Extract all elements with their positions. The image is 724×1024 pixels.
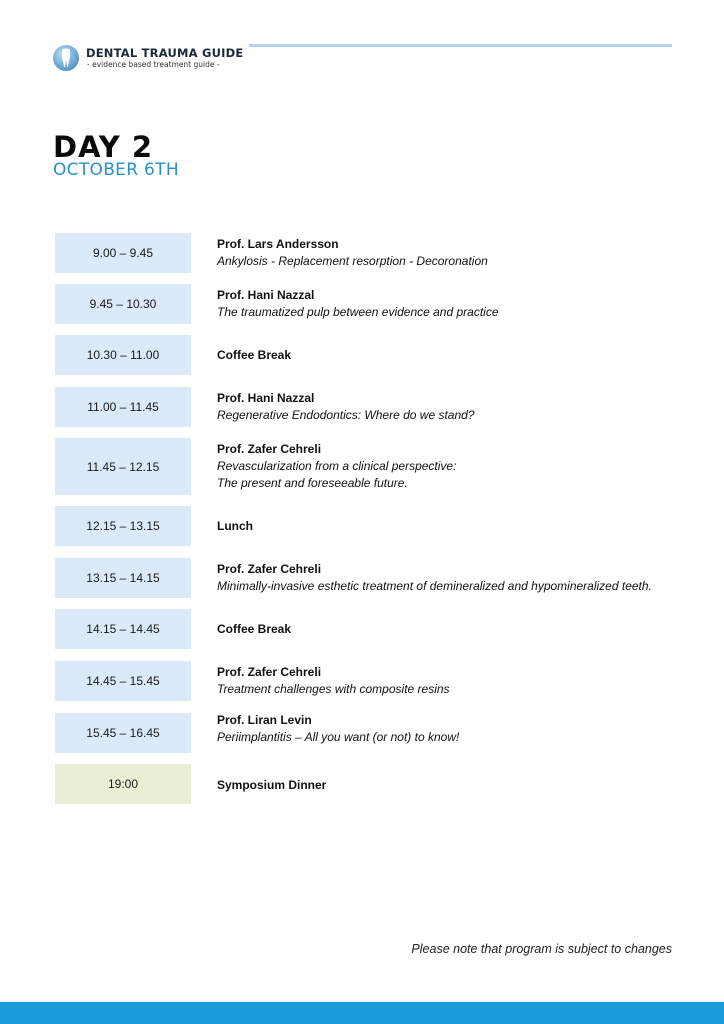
session-details [217,664,697,698]
schedule-row [55,387,695,427]
time-slot: 19:00 [55,764,191,804]
session-title: Revascularization from a clinical perspective: [217,459,457,473]
footer-bar [0,1002,724,1024]
session-details [217,441,697,492]
session-title: The traumatized pulp between evidence and practice [217,305,499,319]
session-details [217,506,697,546]
time-slot: 14.45 – 15.45 [55,661,191,701]
session-details [217,335,697,375]
schedule-row [55,233,695,273]
session-speaker: Prof. Liran Levin [217,713,312,727]
schedule-row [55,558,695,598]
session-speaker: Prof. Hani Nazzal [217,391,315,405]
program-change-note: Please note that program is subject to changes [411,942,672,956]
session-speaker: Prof. Zafer Cehreli [217,442,322,456]
session-details [217,777,697,794]
schedule-row [55,609,695,649]
schedule-row [55,764,695,804]
time-slot: 11.00 – 11.45 [55,387,191,427]
brand-title: DENTAL TRAUMA GUIDE [86,45,244,60]
time-slot: 12.15 – 13.15 [55,506,191,546]
session-details [217,287,697,321]
session-speaker: Prof. Zafer Cehreli [217,665,322,679]
day-title: DAY 2 [53,130,154,164]
time-slot: 15.45 – 16.45 [55,713,191,753]
schedule-row [55,284,695,324]
day-date: OCTOBER 6TH [53,160,179,180]
time-slot: 9.45 – 10.30 [55,284,191,324]
brand-header [52,42,243,74]
header-divider [249,44,672,47]
schedule-row [55,438,695,495]
session-title: Regenerative Endodontics: Where do we stand? [217,408,475,422]
time-slot: 11.45 – 12.15 [55,438,191,495]
session-dinner-label: Symposium Dinner [217,778,327,792]
time-slot: 9.00 – 9.45 [55,233,191,273]
session-details [217,712,697,746]
session-speaker: Prof. Hani Nazzal [217,288,315,302]
session-title: Minimally-invasive esthetic treatment of demineralized and hypomineralized teeth. [217,579,652,593]
schedule-row [55,335,695,375]
tooth-globe-icon [52,44,80,72]
session-details [217,236,697,270]
schedule-row [55,713,695,753]
session-break-label: Coffee Break [217,347,292,362]
session-details [217,561,697,595]
session-speaker: Prof. Lars Andersson [217,237,339,251]
schedule-row [55,661,695,701]
session-break-label: Lunch [217,518,253,533]
session-speaker: Prof. Zafer Cehreli [217,562,322,576]
time-slot: 10.30 – 11.00 [55,335,191,375]
time-slot: 13.15 – 14.15 [55,558,191,598]
session-details [217,609,697,649]
session-details [217,390,697,424]
session-title: Treatment challenges with composite resins [217,682,450,696]
time-slot: 14.15 – 14.45 [55,609,191,649]
brand-subtitle: - evidence based treatment guide - [87,60,220,69]
session-title-continued: The present and foreseeable future. [217,476,408,490]
schedule-row [55,506,695,546]
session-break-label: Coffee Break [217,621,292,636]
session-title: Ankylosis - Replacement resorption - Decoronation [217,254,488,268]
session-title: Periimplantitis – All you want (or not) to know! [217,730,460,744]
